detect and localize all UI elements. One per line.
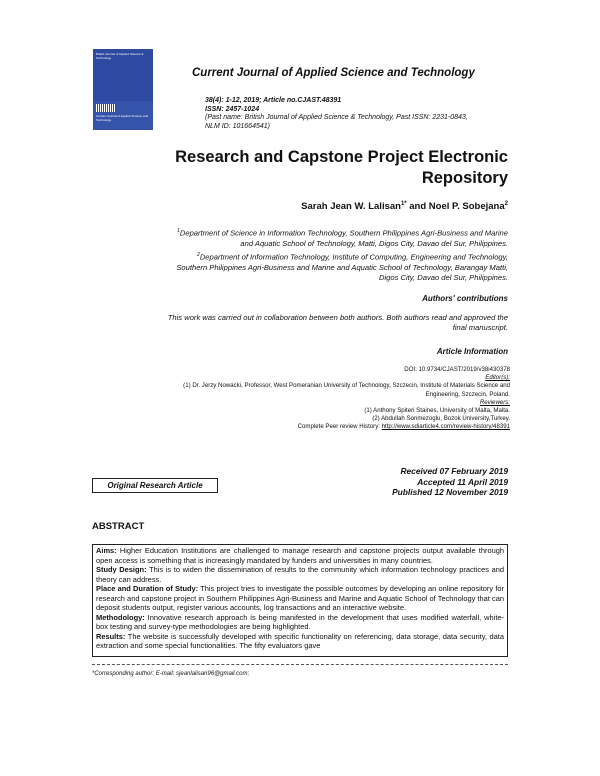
reviewer-2: (2) Abdullah Sonmezoglu, Bozok University,Turkey. bbox=[372, 415, 510, 423]
article-type-badge: Original Research Article bbox=[92, 478, 218, 493]
affil-2-a: Department of Information Technology, Institute of Computing, Engineering and Technology, bbox=[199, 252, 508, 262]
published-date: Published 12 November 2019 bbox=[392, 487, 508, 498]
dates-block bbox=[340, 466, 508, 498]
doi: DOI: 10.9734/CJAST/2019/v38i430378 bbox=[404, 366, 510, 373]
abstract-heading: ABSTRACT bbox=[92, 521, 145, 532]
cover-text: British Journal of Applied Science & Technology bbox=[96, 52, 144, 60]
journal-name: Current Journal of Applied Science and Technology bbox=[192, 67, 475, 79]
article-info-heading: Article Information bbox=[436, 347, 508, 356]
paper-title bbox=[130, 147, 508, 189]
editors-label: Editor(s): bbox=[485, 374, 510, 382]
method-label: Methodology: bbox=[96, 612, 145, 622]
peer-review-label: Complete Peer review History: bbox=[297, 423, 382, 431]
journal-cover-image bbox=[93, 49, 153, 101]
editor-1-a: (1) Dr. Jerzy Nowacki, Professor, West Pomeranian University of Technology, Szczecin, Institute of Materials Science and bbox=[183, 382, 510, 390]
reviewers-label: Reviewers: bbox=[479, 398, 510, 406]
contributions-heading: Authors' contributions bbox=[422, 294, 508, 303]
volume-line: 38(4): 1-12, 2019; Article no.CJAST.48391 bbox=[205, 97, 342, 104]
author-1-sup: 1* bbox=[400, 201, 407, 207]
author-2: Noel P. Sobejana bbox=[428, 201, 505, 213]
article-info bbox=[100, 366, 510, 432]
author-2-sup: 2 bbox=[504, 201, 508, 207]
journal-cover-image-small bbox=[93, 101, 153, 130]
aims-label: Aims: bbox=[96, 546, 117, 555]
abstract-place bbox=[96, 584, 504, 613]
journal-meta bbox=[205, 97, 525, 131]
results-label: Results: bbox=[96, 631, 126, 641]
design-text: This is to widen the dissemination of results to the community which information technology practices and theory can address. bbox=[96, 565, 505, 584]
abstract-method bbox=[96, 613, 504, 632]
place-text: This project tries to investigate the possible outcomes by developing an online repository for research and capstone project in Southern Philippines Agri-Business and Marine and Aquatic School of Technology that can deposit students output, register various accounts, log transactions and an interactive website. bbox=[96, 584, 504, 612]
cover-text-small: Current Journal of Applied Science and Technology bbox=[96, 114, 149, 122]
contributions-text bbox=[96, 313, 508, 334]
accepted-date: Accepted 11 April 2019 bbox=[417, 476, 508, 487]
abstract-results bbox=[96, 632, 504, 651]
past-name: (Past name: British Journal of Applied Science & Technology, Past ISSN: 2231-0843, bbox=[205, 114, 468, 122]
issn: ISSN: 2457-1024 bbox=[205, 105, 260, 113]
affil-1-sup: 1 bbox=[177, 228, 180, 234]
affil-1-b: and Aquatic School of Technology, Matti, Digos City, Davao del Sur, Philippines. bbox=[240, 239, 508, 249]
peer-review-line bbox=[100, 423, 510, 431]
abstract-aims bbox=[96, 546, 504, 565]
abstract-box bbox=[92, 544, 508, 657]
design-label: Study Design: bbox=[96, 565, 147, 574]
nlm-id: NLM ID: 101664541) bbox=[205, 122, 270, 130]
place-label: Place and Duration of Study: bbox=[96, 584, 199, 593]
author-1: Sarah Jean W. Lalisan bbox=[301, 201, 401, 213]
contrib-line-2: final manuscript. bbox=[452, 323, 508, 333]
affil-2-c: Digos City, Davao del Sur, Philippines. bbox=[378, 273, 508, 283]
title-line-1: Research and Capstone Project Electronic bbox=[175, 148, 508, 166]
affil-1-a: Department of Science in Information Technology, Southern Philippines Agri-Business and Marine bbox=[179, 228, 508, 238]
results-text: The website is successfully developed with specific functionality on referencing, data storage, data security, data extraction and some special functionalities. The fifty evaluators gave bbox=[96, 631, 504, 650]
author-and: and bbox=[406, 201, 429, 213]
method-text: Innovative research approach is being manifested in the development that uses modified waterfall, white-box testing and survey-type methodologies are being highlighted. bbox=[96, 612, 504, 631]
author-line bbox=[200, 201, 508, 212]
received-date: Received 07 February 2019 bbox=[400, 466, 508, 476]
peer-review-link[interactable]: http://www.sdiarticle4.com/review-history/48391 bbox=[381, 423, 510, 431]
title-line-2: Repository bbox=[421, 169, 508, 187]
footnote-divider bbox=[92, 664, 508, 665]
aims-text: Higher Education Institutions are challenged to manage research and capstone projects output available through open access is something that is increasingly mandated by funders and universities in many countries. bbox=[96, 546, 504, 565]
reviewer-1: (1) Anthony Spiteri Staines, University of Malta, Malta. bbox=[364, 407, 510, 415]
affil-2-sup: 2 bbox=[197, 251, 200, 258]
affiliations bbox=[96, 226, 508, 284]
contrib-line-1: This work was carried out in collaboration between both authors. Both authors read and approved the bbox=[167, 313, 508, 322]
corresponding-author-footnote: *Corresponding author: E-mail: sjeanlalisan96@gmail.com; bbox=[92, 671, 250, 677]
barcode-icon bbox=[96, 104, 116, 112]
affil-2-b: Southern Philippines Agri-Business and Marine and Aquatic School of Technology, Barangay Matti, bbox=[176, 262, 508, 272]
abstract-design bbox=[96, 565, 504, 584]
editor-1-b: Engineering, Szczecin, Poland. bbox=[425, 390, 510, 398]
